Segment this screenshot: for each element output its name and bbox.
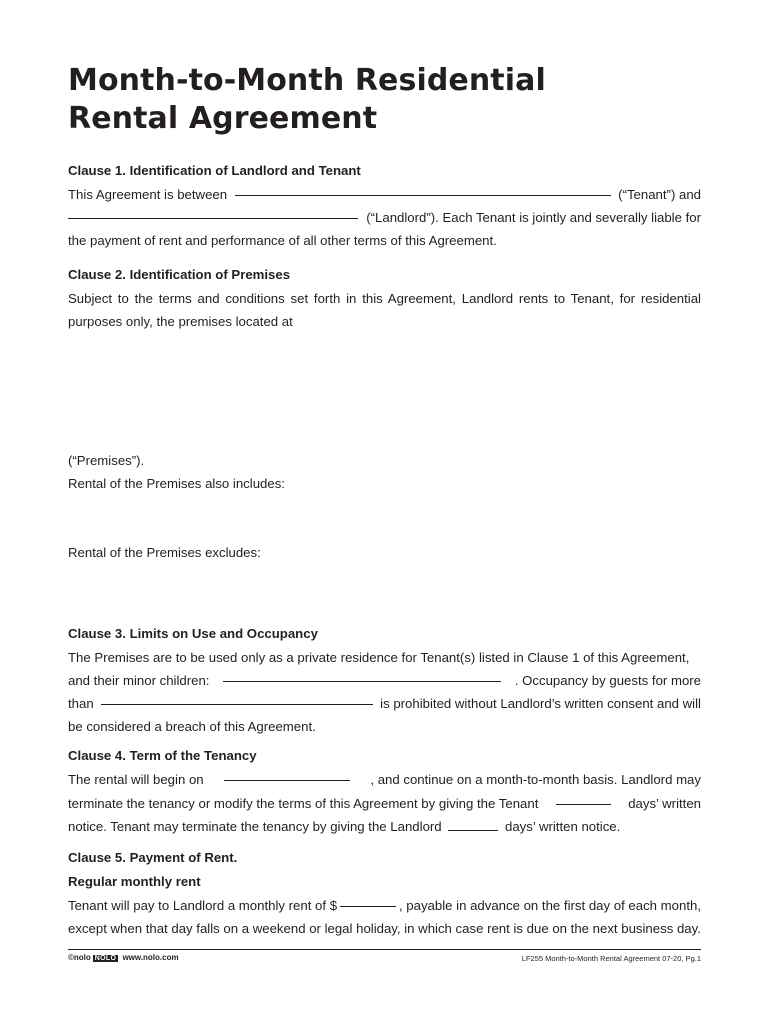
clause-5-heading: Clause 5. Payment of Rent. <box>68 850 238 866</box>
page-title <box>68 62 546 138</box>
guest-duration-blank[interactable] <box>101 692 373 705</box>
title-line-1: Month-to-Month Residential <box>68 63 546 98</box>
clause-4-heading: Clause 4. Term of the Tenancy <box>68 748 257 764</box>
clause-1-line-3: the payment of rent and performance of all other terms of this Agreement. <box>68 233 497 249</box>
clause-5-line-1: Tenant will pay to Landlord a monthly rent of $ , payable in advance on the first day of each month, <box>68 894 701 917</box>
clause-3-heading: Clause 3. Limits on Use and Occupancy <box>68 625 318 641</box>
clause-3-line-4: be considered a breach of this Agreement. <box>68 719 316 735</box>
clause-3-text <box>68 646 701 739</box>
clause-4-line-2: terminate the tenancy or modify the terms of this Agreement by giving the Tenant days’ written <box>68 792 701 815</box>
excludes-label: Rental of the Premises excludes: <box>68 545 261 561</box>
copyright-text: ©nolo <box>68 953 91 962</box>
premises-address-space[interactable] <box>68 333 701 449</box>
clause-4-line-1: The rental will begin on , and continue on a month-to-month basis. Landlord may <box>68 768 701 791</box>
title-line-2: Rental Agreement <box>68 101 378 136</box>
minor-children-blank[interactable] <box>223 669 501 682</box>
excludes-space[interactable] <box>68 565 701 622</box>
clause-3-line-1: The Premises are to be used only as a private residence for Tenant(s) listed in Clause 1 of this Agreement, <box>68 649 690 665</box>
premises-label: (“Premises”). <box>68 453 145 469</box>
clause-1-line-1: This Agreement is between (“Tenant”) and <box>68 183 701 206</box>
clause-3-line-3: than is prohibited without Landlord’s written consent and will <box>68 692 701 715</box>
monthly-rent-blank[interactable] <box>340 894 396 907</box>
clause-2-heading: Clause 2. Identification of Premises <box>68 266 291 282</box>
website-link[interactable]: www.nolo.com <box>122 953 179 962</box>
agreement-body <box>68 159 701 940</box>
clause-5-line-2: except when that day falls on a weekend or legal holiday, in which case rent is due on the next business day. <box>68 921 701 937</box>
page-footer <box>68 949 701 963</box>
clause-4-text <box>68 768 701 838</box>
start-date-blank[interactable] <box>224 768 350 781</box>
clause-1-line-2: (“Landlord”). Each Tenant is jointly and severally liable for <box>68 206 701 229</box>
regular-rent-subheading: Regular monthly rent <box>68 874 201 890</box>
landlord-notice-days-blank[interactable] <box>556 792 611 805</box>
clause-2-text: Subject to the terms and conditions set forth in this Agreement, Landlord rents to Tenant, for residential purposes only, the premises located at <box>68 290 701 329</box>
nolo-logo: NOLO <box>94 955 117 962</box>
clause-3-line-2: and their minor children: . Occupancy by guests for more <box>68 669 701 692</box>
includes-label: Rental of the Premises also includes: <box>68 476 285 492</box>
includes-space[interactable] <box>68 495 701 541</box>
form-identifier: LF255 Month-to-Month Rental Agreement 07-20, Pg.1 <box>521 954 701 963</box>
clause-1-heading: Clause 1. Identification of Landlord and Tenant <box>68 163 361 178</box>
tenant-notice-days-blank[interactable] <box>448 818 498 831</box>
tenant-name-blank[interactable] <box>235 183 611 196</box>
clause-5-text <box>68 894 701 940</box>
landlord-name-blank[interactable] <box>68 206 358 219</box>
clause-1-text <box>68 183 701 253</box>
clause-4-line-3: notice. Tenant may terminate the tenancy by giving the Landlord days’ written notice. <box>68 818 621 834</box>
footer-branding <box>68 953 179 962</box>
